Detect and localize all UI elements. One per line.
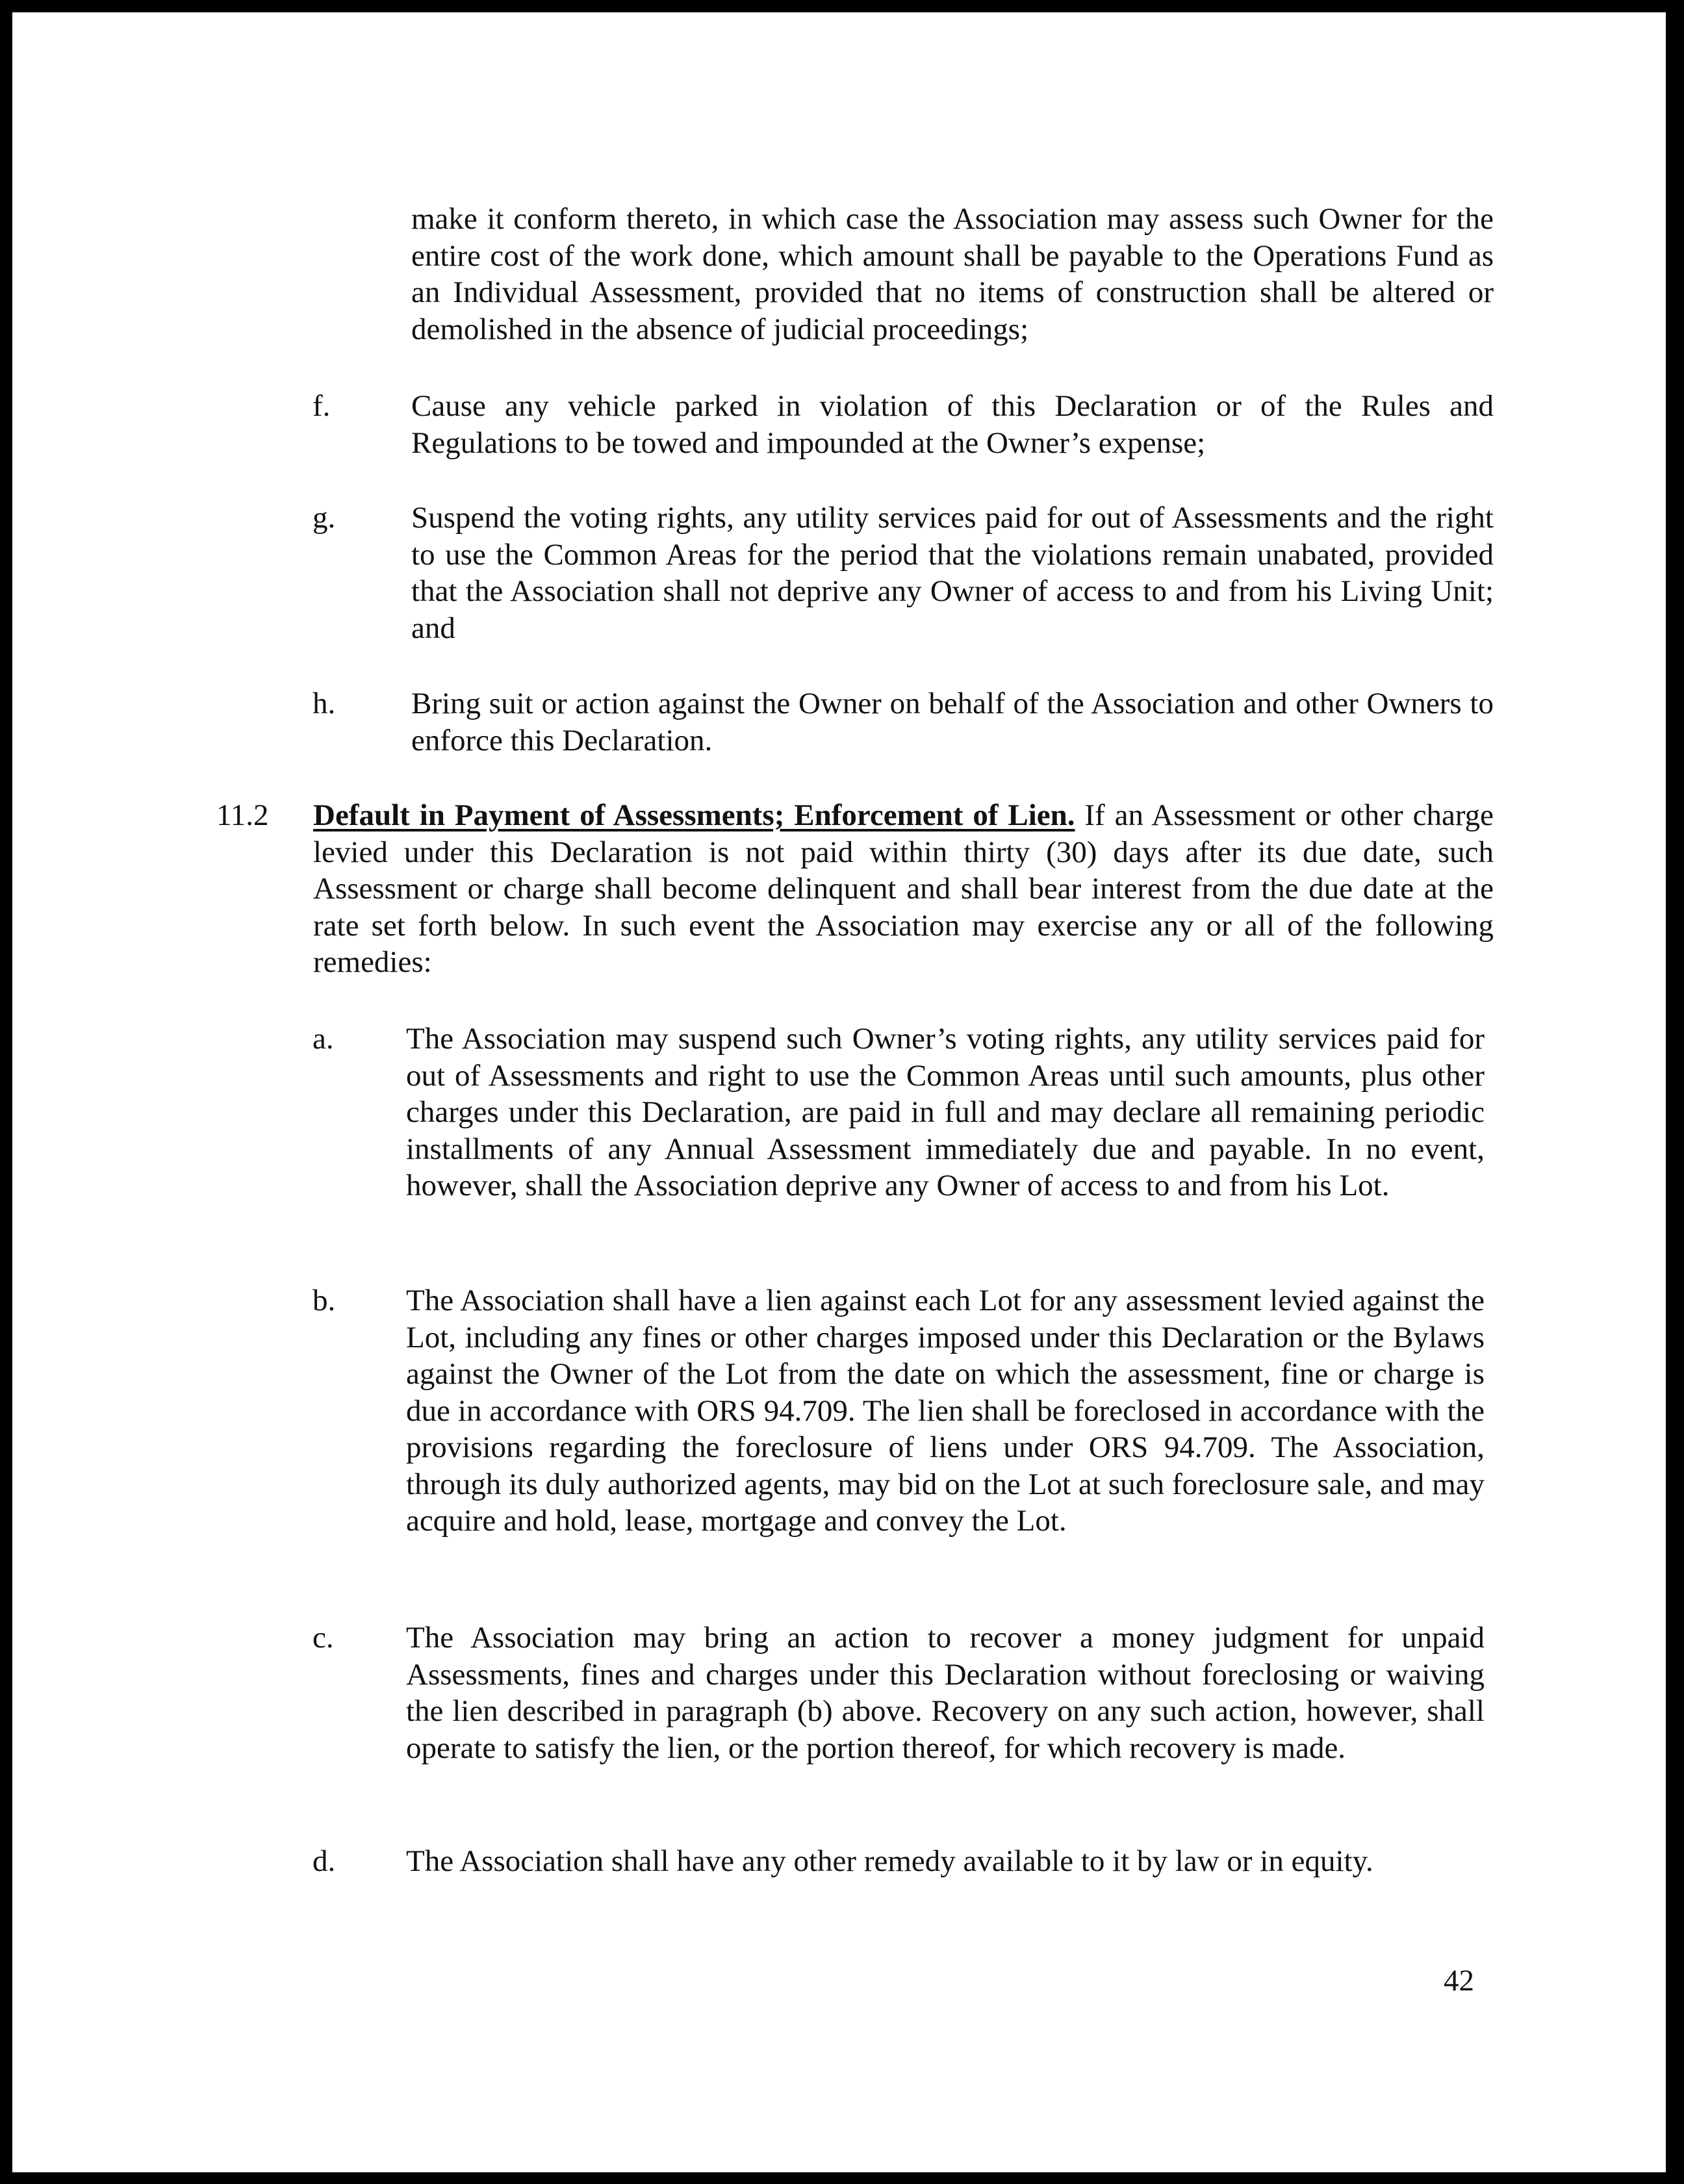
- item-g-text: Suspend the voting rights, any utility services paid for out of Assessments and the right to use the Common Areas for the period that the violations remain unabated, provided that the Association shall not deprive any Owner of access to and from his Living Unit; and: [411, 501, 1494, 645]
- item-b-label: b.: [313, 1284, 336, 1317]
- section-heading: Default in Payment of Assessments; Enforcement of Lien.: [313, 798, 1075, 832]
- section-paragraph: [313, 797, 1494, 981]
- page-number: 42: [1444, 1964, 1474, 1998]
- item-c-text: The Association may bring an action to recover a money judgment for unpaid Assessments, fines and charges under this Declaration without foreclosing or waiving the lien described in paragraph (b) above. Recovery on any such action, however, shall operate to satisfy the lien, or the portion thereof, for which recovery is made.: [406, 1621, 1485, 1765]
- item-d-text: The Association shall have any other remedy available to it by law or in equity.: [406, 1844, 1373, 1878]
- document-page: [12, 12, 1666, 2172]
- item-f-label: f.: [313, 389, 331, 423]
- item-f-text: Cause any vehicle parked in violation of this Declaration or of the Rules and Regulations to be towed and impounded at the Owner’s expense;: [411, 389, 1494, 460]
- section-number: 11.2: [216, 798, 269, 832]
- item-d-label: d.: [313, 1844, 336, 1878]
- item-a-text: The Association may suspend such Owner’s voting rights, any utility services paid for out of Assessments and right to use the Common Areas until such amounts, plus other charges under this Declaration, are paid in full and may declare all remaining periodic installments of any Annual Assessment immediately due and payable. In no event, however, shall the Association deprive any Owner of access to and from his Lot.: [406, 1022, 1485, 1202]
- section-body: If an Assessment or other charge levied under this Declaration is not paid within thirty (30) days after its due date, such Assessment or charge shall become delinquent and shall bear interest from the due date at the rate set forth below. In such event the Association may exercise any or all of the following remedies:: [313, 798, 1494, 979]
- item-b-text: The Association shall have a lien against each Lot for any assessment levied against the Lot, including any fines or other charges imposed under this Declaration or the Bylaws against the Owner of the Lot from the date on which the assessment, fine or charge is due in accordance with ORS 94.709. The lien shall be foreclosed in accordance with the provisions regarding the foreclosure of liens under ORS 94.709. The Association, through its duly authorized agents, may bid on the Lot at such foreclosure sale, and may acquire and hold, lease, mortgage and convey the Lot.: [406, 1284, 1485, 1538]
- item-g-label: g.: [313, 501, 336, 535]
- item-a-label: a.: [313, 1022, 334, 1056]
- item-c-label: c.: [313, 1621, 334, 1655]
- item-h-label: h.: [313, 687, 336, 720]
- item-h-text: Bring suit or action against the Owner on behalf of the Association and other Owners to enforce this Declaration.: [411, 687, 1494, 757]
- continuation-paragraph: make it conform thereto, in which case the Association may assess such Owner for the entire cost of the work done, which amount shall be payable to the Operations Fund as an Individual Assessment, provided that no items of construction shall be altered or demolished in the absence of judicial proceedings;: [411, 202, 1494, 346]
